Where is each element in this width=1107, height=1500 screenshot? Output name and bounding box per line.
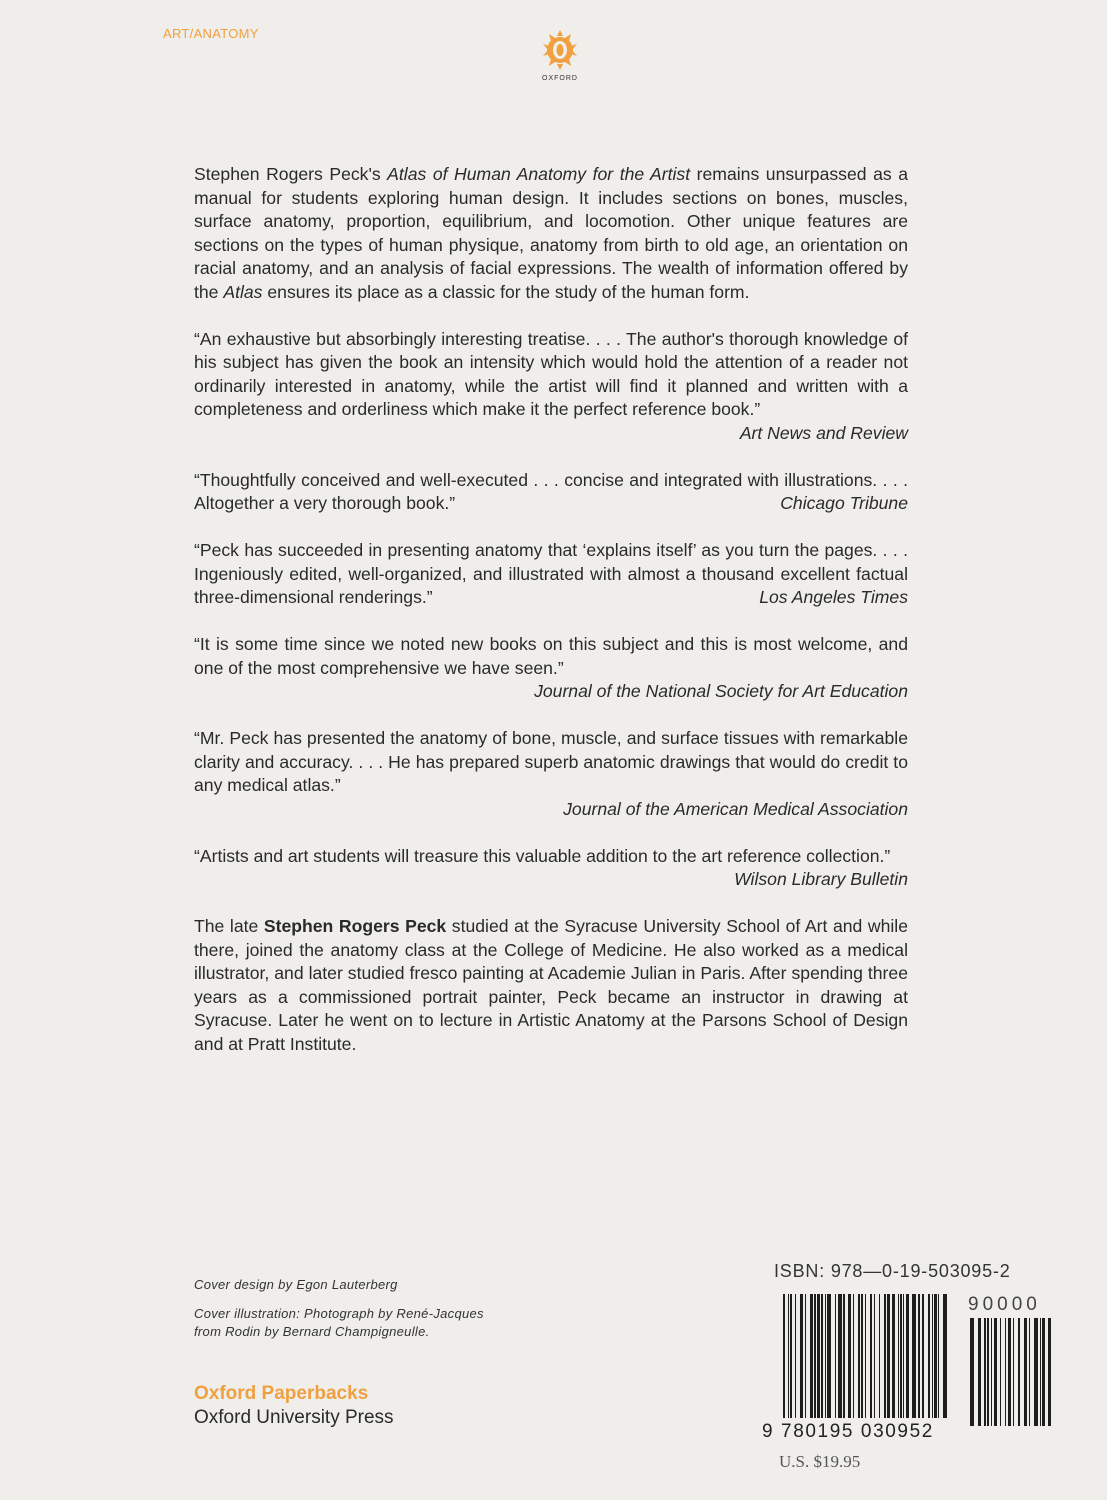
barcode-bar [783,1294,785,1418]
barcode-bar [984,1318,986,1426]
barcode-bar [918,1294,920,1418]
barcode-bar [870,1294,872,1418]
logo-text: OXFORD [542,75,578,82]
price: U.S. $19.95 [779,1452,861,1471]
barcode-bar [805,1294,806,1418]
review-quote: “Mr. Peck has presented the anatomy of bone, muscle, and surface tissues with remarkable clarity and accuracy. . . . He has prepared superb anatomic drawings that would do credit to any medical atlas.” [194,728,908,795]
barcode-bar [903,1294,904,1418]
barcode-bar [922,1294,924,1418]
barcode-bar [843,1294,845,1418]
barcode-bar [788,1294,789,1418]
review [194,469,908,516]
cover-design-credit: Cover design by Egon Lauterberg [194,1277,398,1292]
barcode-bar [861,1294,863,1418]
review-quote: “Thoughtfully conceived and well-executed . . . concise and integrated with illustrations. . . . Altogether a very thorough book.” [194,469,908,513]
barcode-bar [810,1294,813,1418]
intro-paragraph [194,163,908,304]
imprint [194,1382,394,1430]
barcode-bar [1024,1318,1027,1426]
publisher-name: Oxford University Press [194,1407,394,1428]
barcode-bar [938,1294,939,1418]
barcode-bar [1034,1318,1038,1426]
intro-text: remains unsurpassed as a manual for students exploring human design. It includes sections on bones, muscles, surface anatomy, proportion, equilibrium, and locomotion. Other unique features are sections on the types of human physique, anatomy from birth to old age, an orientation on racial anatomy, and an analysis of facial expressions. The wealth of information offered by the [194,164,908,302]
barcode-bar [906,1294,909,1418]
cover-illustration-credit [194,1305,484,1342]
review-quote: “An exhaustive but absorbingly interesting treatise. . . . The author's thorough knowledge of his subject has given the book an intensity which would hold the attention of a reader not ordinarily interested in anatomy, while the artist will find it planned and written with a completeness and orderliness which make it the perfect reference book.” [194,328,908,419]
barcode-bar [991,1318,992,1426]
barcode-bar [932,1294,933,1418]
barcode-bar [970,1318,974,1426]
review-source: Wilson Library Bulletin [734,869,908,889]
barcode-bar [1040,1318,1041,1426]
author-bio [194,915,908,1056]
review [194,633,908,704]
barcode-bar [800,1294,803,1418]
oxford-sun-icon [535,28,585,72]
barcode-bar [928,1294,930,1418]
review-source: Los Angeles Times [759,587,908,607]
barcode-bar [821,1294,823,1418]
oxford-logo [535,28,585,82]
credit-line: Cover illustration: Photograph by René-Jacques [194,1305,484,1321]
back-cover-text [194,163,908,1080]
barcode-bar [1000,1318,1001,1426]
review-quote: “Artists and art students will treasure this valuable addition to the art reference collection.” [194,845,891,866]
isbn-text: ISBN: 978—0-19-503095-2 [774,1261,1011,1281]
barcode-digits: 9 780195 030952 [762,1421,934,1442]
book-title: Atlas of Human Anatomy for the Artist [387,164,691,184]
review [194,845,908,892]
review-source: Art News and Review [739,422,908,443]
barcode-bar [987,1318,989,1426]
credits [194,1276,484,1352]
barcode-bar [1005,1318,1006,1426]
barcode-bar [835,1294,836,1418]
barcode-bar [865,1294,866,1418]
barcode-bar [1029,1318,1030,1426]
atlas-word: Atlas [223,281,263,302]
credit-line: from Rodin by Bernard Champigneulle. [194,1324,430,1339]
review [194,727,908,821]
barcode-bar [1048,1318,1051,1426]
barcode-bar [1042,1318,1045,1426]
barcode-bar [978,1318,981,1426]
barcode-bar [884,1294,886,1418]
barcode-bar [900,1294,902,1418]
barcode-bar [817,1294,820,1418]
barcode-bar [848,1294,851,1418]
intro-text: ensures its place as a classic for the study of the human form. [262,281,750,302]
barcode-bar [892,1294,895,1418]
barcode-bar [879,1294,880,1418]
barcode-bar [790,1294,792,1418]
barcode-bar [1013,1318,1014,1426]
barcode-addon-digits: 90000 [968,1294,1041,1315]
review [194,328,908,446]
series-name: Oxford Paperbacks [194,1383,369,1404]
barcode-bar [887,1294,890,1418]
review-quote: “It is some time since we noted new books on this subject and this is most welcome, and one of the most comprehensive we have seen.” [194,634,908,678]
barcode-bar [853,1294,854,1418]
barcode-bar [1018,1318,1020,1426]
review-source: Journal of the National Society for Art Education [534,681,908,701]
barcode-bar [912,1294,916,1418]
review-source: Journal of the American Medical Association [563,798,908,819]
intro-text: Stephen Rogers Peck's [194,164,388,184]
barcode-bar [825,1294,826,1418]
category-label: ART/ANATOMY [163,26,259,41]
barcode-bar [814,1294,816,1418]
barcode-bar [934,1294,937,1418]
barcode-bar [874,1294,875,1418]
barcode-bar [827,1294,831,1418]
barcode-bar [795,1294,796,1418]
bio-text: studied at the Syracuse University School of Art and while there, joined the anatomy class at the College of Medicine. He also worked as a medical illustrator, and later studied fresco painting at Academie Julian in Paris. After spending three years as a commissioned portrait painter, Peck became an instructor in drawing at Syracuse. Later he went on to lecture in Artistic Anatomy at the Parsons School of Design and at Pratt Institute. [194,916,908,1054]
author-name: Stephen Rogers Peck [263,916,447,936]
barcode-bar [1008,1318,1011,1426]
barcode-bar [838,1294,842,1418]
barcode-bar [943,1294,947,1418]
review-quote: “Peck has succeeded in presenting anatomy that ‘explains itself’ as you turn the pages. . . . Ingeniously edited, well-organized, and illustrated with almost a thousand excellent factual three-dimensional renderings.” [194,540,908,607]
bio-text: The late [194,916,264,936]
barcode-bar [994,1318,997,1426]
barcode-bar [898,1294,899,1418]
review [194,539,908,610]
barcode-bar [858,1294,860,1418]
review-source: Chicago Tribune [780,493,908,513]
